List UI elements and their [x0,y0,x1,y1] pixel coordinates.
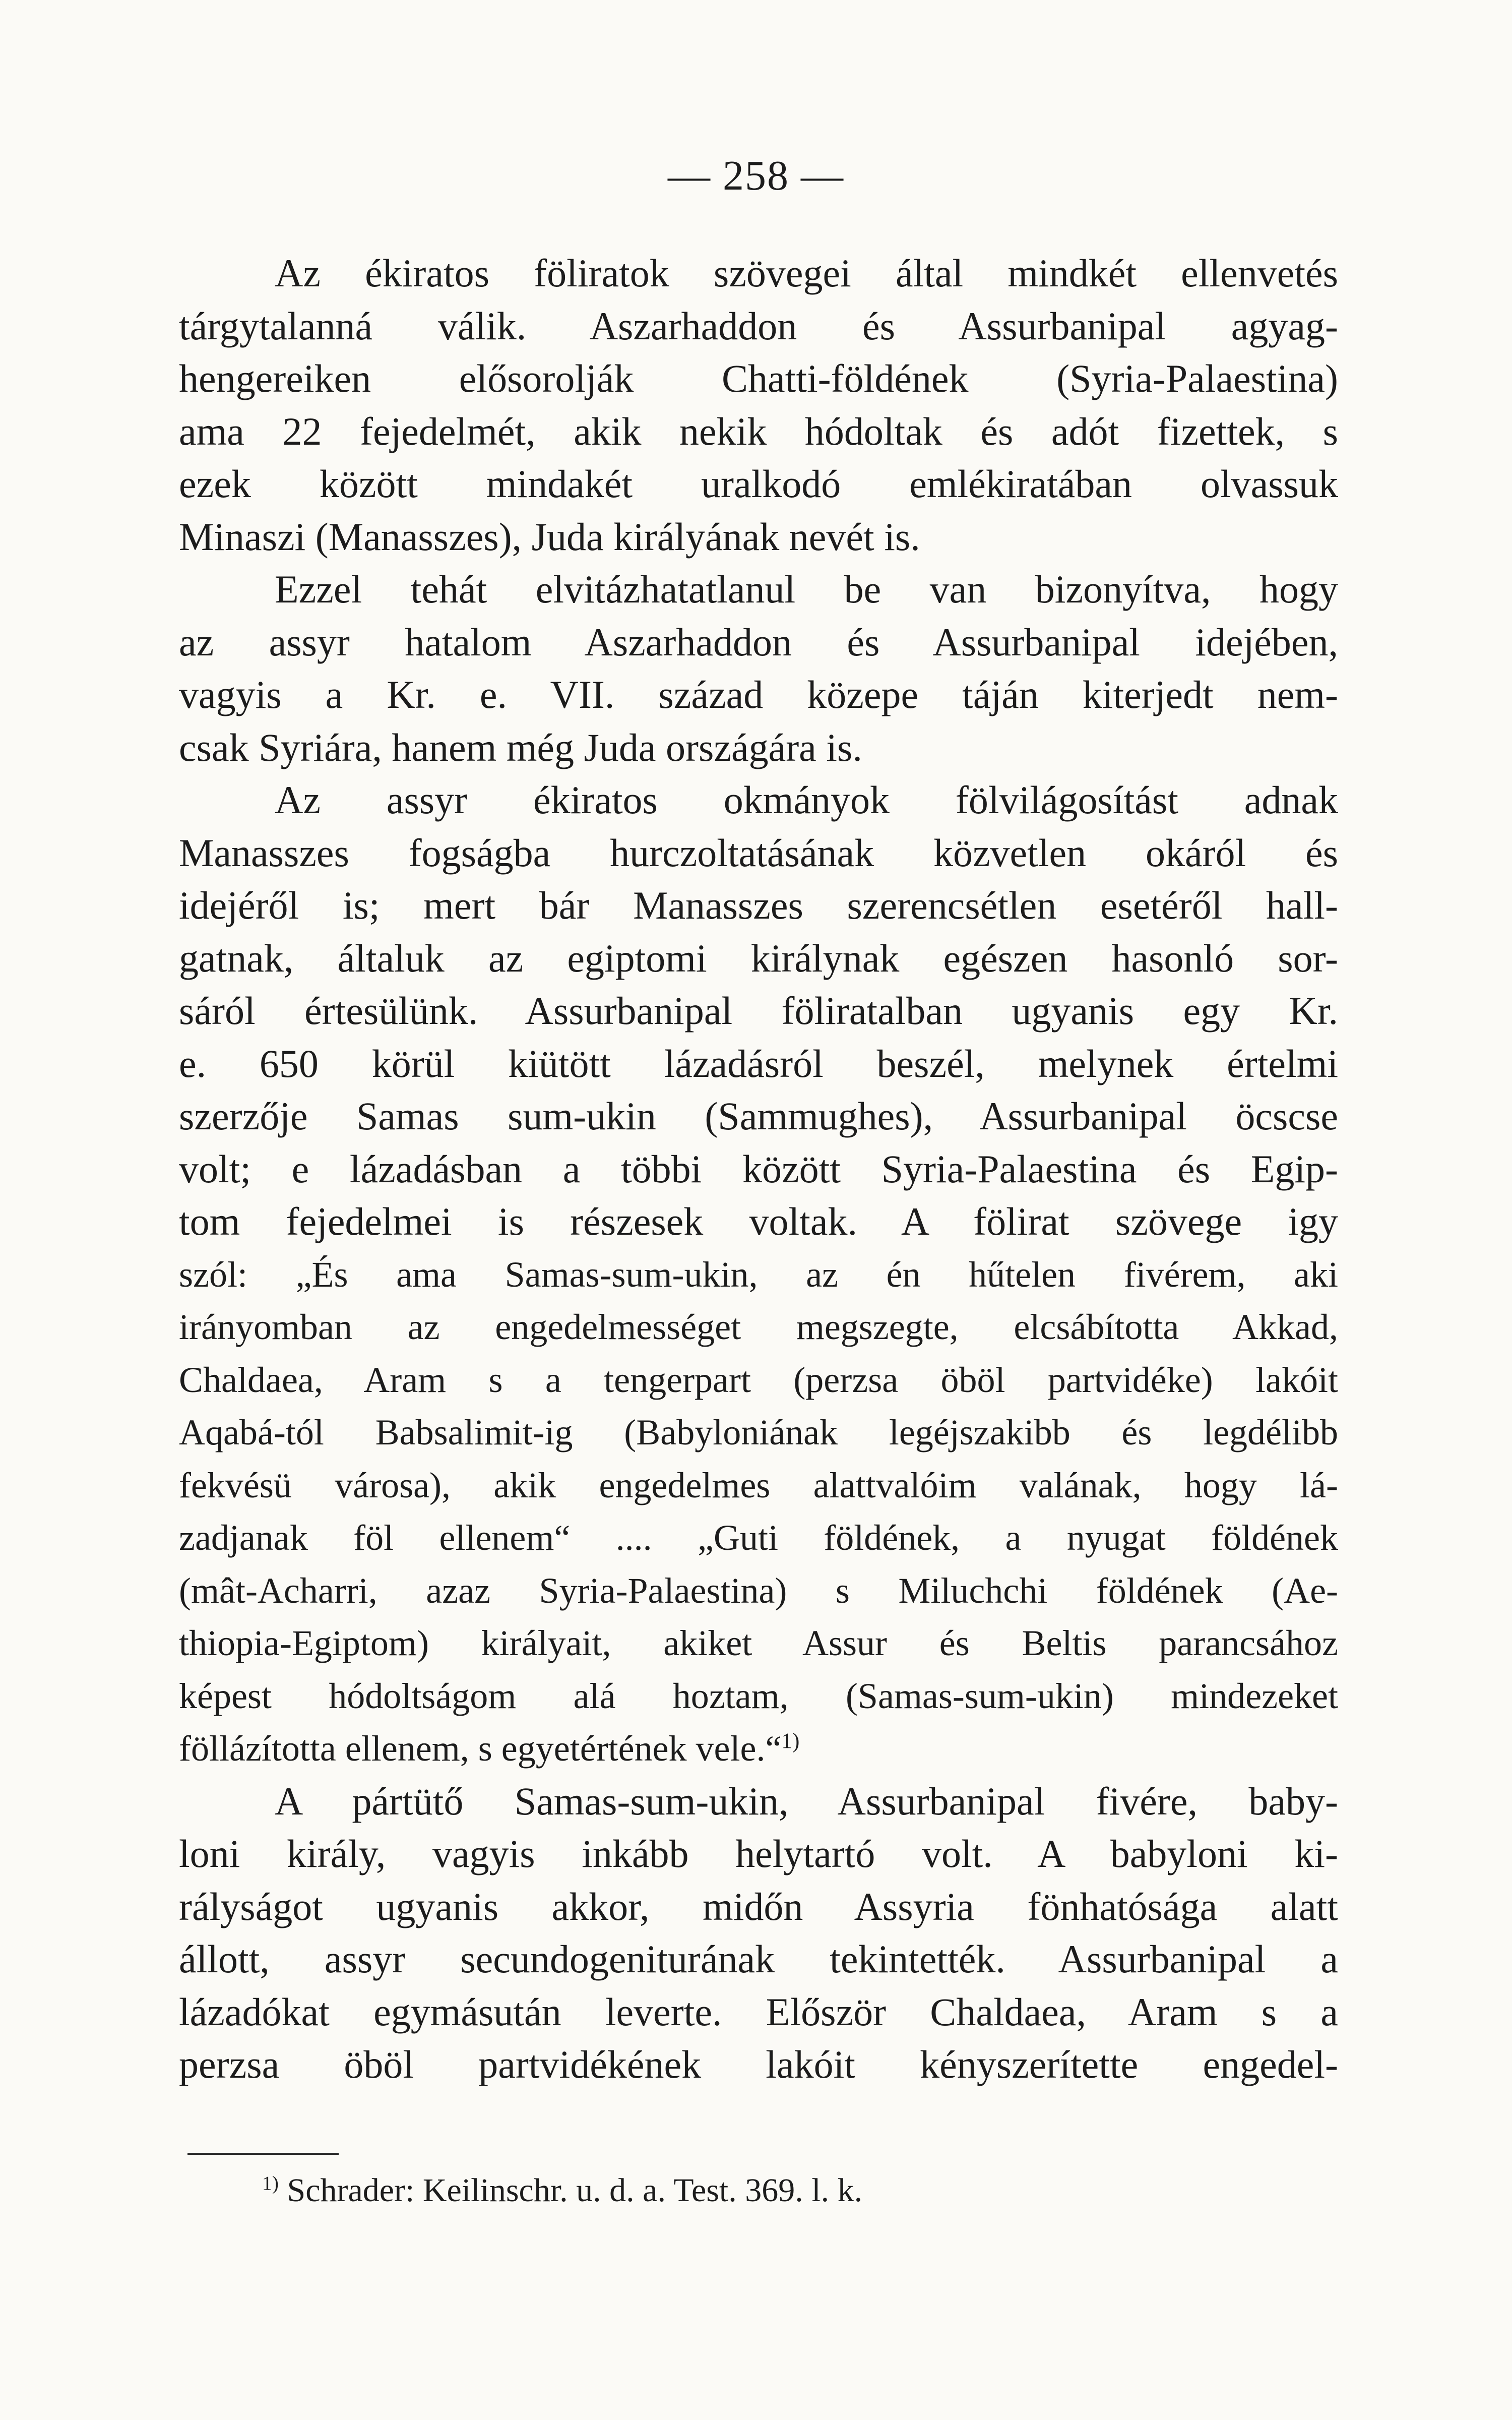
text-line: szerzője Samas sum-ukin (Sammughes), Assurbanipal öcscse [179,1094,1338,1138]
text-line: állott, assyr secundogeniturának tekintették. Assurbanipal a [179,1937,1338,1981]
page-body-text [179,247,1338,2091]
quote-line: szól: „És ama Samas-sum-ukin, az én hűtelen fivérem, aki [179,1254,1338,1295]
quote-line: thiopia-Egiptom) királyait, akiket Assur és Beltis parancsához [179,1623,1338,1663]
text-line: hengereiken elősorolják Chatti-földének (Syria-Palaestina) [179,356,1338,400]
text-line: volt; e lázadásban a többi között Syria-Palaestina és Egip- [179,1146,1338,1191]
text-line: perzsa öböl partvidékének lakóit kényszerítette engedel- [179,2042,1338,2086]
footnote-text: Schrader: Keilinschr. u. d. a. Test. 369. l. k. [287,2172,863,2209]
footnote-marker: 1) [262,2172,279,2194]
footnote [262,2168,1220,2213]
quote-line: Chaldaea, Aram s a tengerpart (perzsa öböl partvidéke) lakóit [179,1359,1338,1400]
quote-line: irányomban az engedelmességet megszegte, elcsábította Akkad, [179,1307,1338,1347]
footnote-reference[interactable]: 1) [781,1729,800,1753]
text-line: Manasszes fogságba hurczoltatásának közvetlen okáról és [179,830,1338,875]
text-line: idejéről is; mert bár Manasszes szerencsétlen esetéről hall- [179,883,1338,927]
text-line: Ezzel tehát elvitázhatatlanul be van bizonyítva, hogy [275,567,1338,611]
text-line: Az ékiratos föliratok szövegei által mindkét ellenvetés [275,251,1338,295]
text-line: gatnak, általuk az egiptomi királynak egészen hasonló sor- [179,936,1338,980]
quote-line: Aqabá-tól Babsalimit-ig (Babyloniának legéjszakibb és legdélibb [179,1412,1338,1453]
text-line: ama 22 fejedelmét, akik nekik hódoltak és adót fizettek, s [179,409,1338,453]
text-line: lázadókat egymásután leverte. Először Chaldaea, Aram s a [179,1989,1338,2034]
text-line: vagyis a Kr. e. VII. század közepe táján kiterjedt nem- [179,673,1338,716]
text-line: A pártütő Samas-sum-ukin, Assurbanipal fivére, baby- [275,1779,1338,1823]
text-line: tárgytalanná válik. Aszarhaddon és Assurbanipal agyag- [179,304,1338,348]
text-line: az assyr hatalom Aszarhaddon és Assurbanipal idejében, [179,620,1338,664]
quote-line: fekvésü városa), akik engedelmes alattvalóim valának, hogy lá- [179,1465,1338,1505]
text-line: sáról értesülünk. Assurbanipal föliratalban ugyanis egy Kr. [179,989,1338,1033]
text-line: rályságot ugyanis akkor, midőn Assyria fönhatósága alatt [179,1884,1338,1928]
page-number: — 258 — [668,152,844,199]
quote-end-text: föllázította ellenem, s egyetértének vele.“ [179,1728,782,1769]
quote-line: képest hódoltságom alá hoztam, (Samas-sum-ukin) mindezeket [179,1675,1338,1716]
footnote-divider [187,2153,339,2155]
text-line: Az assyr ékiratos okmányok fölvilágosítást adnak [275,778,1338,822]
text-line: Minaszi (Manasszes), Juda királyának nevét is. [179,514,920,559]
text-line: loni király, vagyis inkább helytartó volt. A babyloni ki- [179,1832,1338,1876]
quote-line: (mât-Acharri, azaz Syria-Palaestina) s Miluchchi földének (Ae- [179,1570,1338,1611]
text-line: ezek között mindakét uralkodó emlékiratában olvassuk [179,462,1338,506]
quote-line-with-footnote-ref [179,1722,1338,1775]
text-line: e. 650 körül kiütött lázadásról beszél, melynek értelmi [179,1041,1338,1085]
text-line: csak Syriára, hanem még Juda országára is. [179,725,862,769]
text-line: tom fejedelmei is részesek voltak. A fölirat szövege igy [179,1199,1338,1243]
quote-line: zadjanak föl ellenem“ .... „Guti földének, a nyugat földének [179,1518,1338,1558]
